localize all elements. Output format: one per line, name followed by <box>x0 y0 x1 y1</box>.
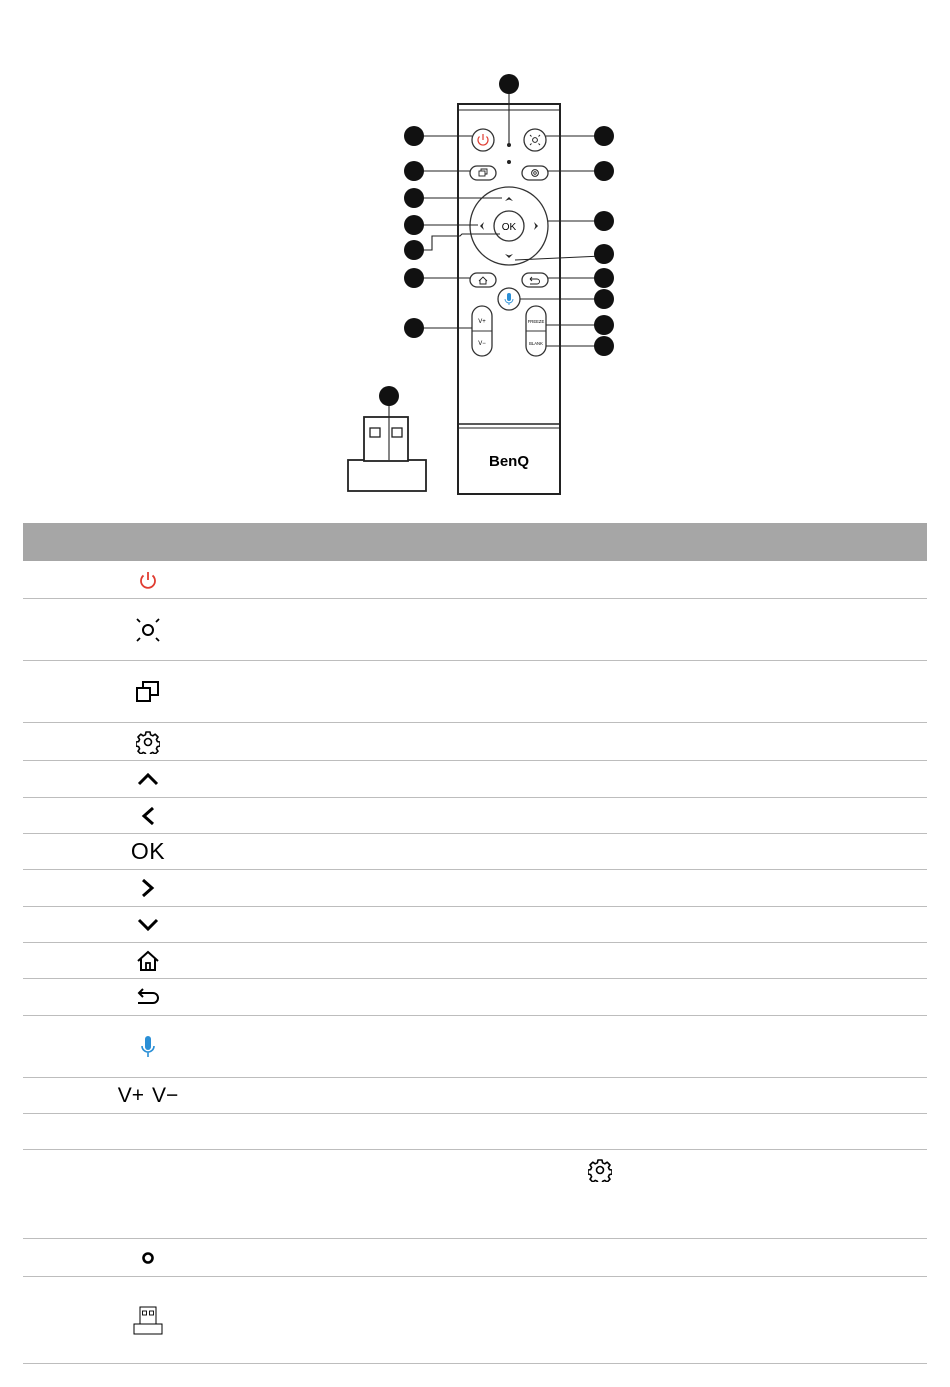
power-icon <box>137 569 159 591</box>
svg-text:V−: V− <box>478 341 486 347</box>
brightness-icon <box>133 615 163 645</box>
table-row <box>23 798 927 834</box>
svg-text:BLANK: BLANK <box>529 341 543 346</box>
svg-text:OK: OK <box>501 222 517 233</box>
callout-marker <box>594 211 614 231</box>
microphone-icon <box>139 1034 157 1060</box>
table-row <box>23 943 927 979</box>
callout-marker <box>404 126 424 146</box>
remote-illustration <box>0 0 950 520</box>
callout-marker <box>404 318 424 338</box>
remote-home-button <box>470 273 496 287</box>
settings-gear-icon <box>588 1158 612 1182</box>
table-row <box>23 599 927 661</box>
remote-diagram <box>0 0 950 520</box>
remote-settings-button <box>522 166 548 180</box>
volume-up-label: V+ <box>117 1083 144 1107</box>
table-row <box>23 979 927 1016</box>
table-row <box>23 870 927 907</box>
arrow-up-icon <box>136 771 160 787</box>
callout-marker <box>594 336 614 356</box>
indicator-light-icon <box>140 1250 156 1266</box>
table-row <box>23 1150 927 1239</box>
table-row <box>23 907 927 943</box>
input-source-icon <box>135 679 161 705</box>
ok-icon: OK <box>130 838 166 864</box>
arrow-down-icon <box>136 917 160 933</box>
table-row <box>23 1277 927 1364</box>
table-row <box>23 1114 927 1150</box>
table-row <box>23 561 927 599</box>
usb-dongle-illustration <box>348 417 426 491</box>
callout-marker <box>404 161 424 181</box>
table-row <box>23 761 927 798</box>
table-row <box>23 723 927 761</box>
remote-input-button <box>470 166 496 180</box>
callout-marker <box>594 268 614 288</box>
svg-text:FREEZE: FREEZE <box>527 319 545 324</box>
callout-marker <box>594 289 614 309</box>
callout-marker <box>379 386 399 406</box>
arrow-left-icon <box>140 805 156 827</box>
callout-marker <box>594 244 614 264</box>
callout-marker <box>404 240 424 260</box>
remote-brightness-button <box>524 129 546 151</box>
callout-marker <box>499 74 519 94</box>
table-row <box>23 834 927 870</box>
remote-brand-logo: BenQ <box>488 453 530 470</box>
table-row <box>23 1078 927 1114</box>
button-function-table <box>23 523 927 1364</box>
remote-back-button <box>522 273 548 287</box>
arrow-right-icon <box>140 877 156 899</box>
volume-icon <box>114 1084 183 1108</box>
volume-down-label: V− <box>152 1083 179 1107</box>
table-row <box>23 661 927 723</box>
callout-marker <box>594 161 614 181</box>
table-row <box>23 1239 927 1277</box>
settings-gear-icon <box>136 730 160 754</box>
callout-marker <box>404 188 424 208</box>
svg-text:V+: V+ <box>478 319 486 325</box>
callout-marker <box>404 268 424 288</box>
usb-dongle-icon <box>132 1304 164 1336</box>
back-icon <box>135 987 161 1007</box>
callout-marker <box>594 315 614 335</box>
callout-marker <box>404 215 424 235</box>
callout-marker <box>594 126 614 146</box>
home-icon <box>136 950 160 972</box>
table-header <box>23 523 927 561</box>
table-row <box>23 1016 927 1078</box>
